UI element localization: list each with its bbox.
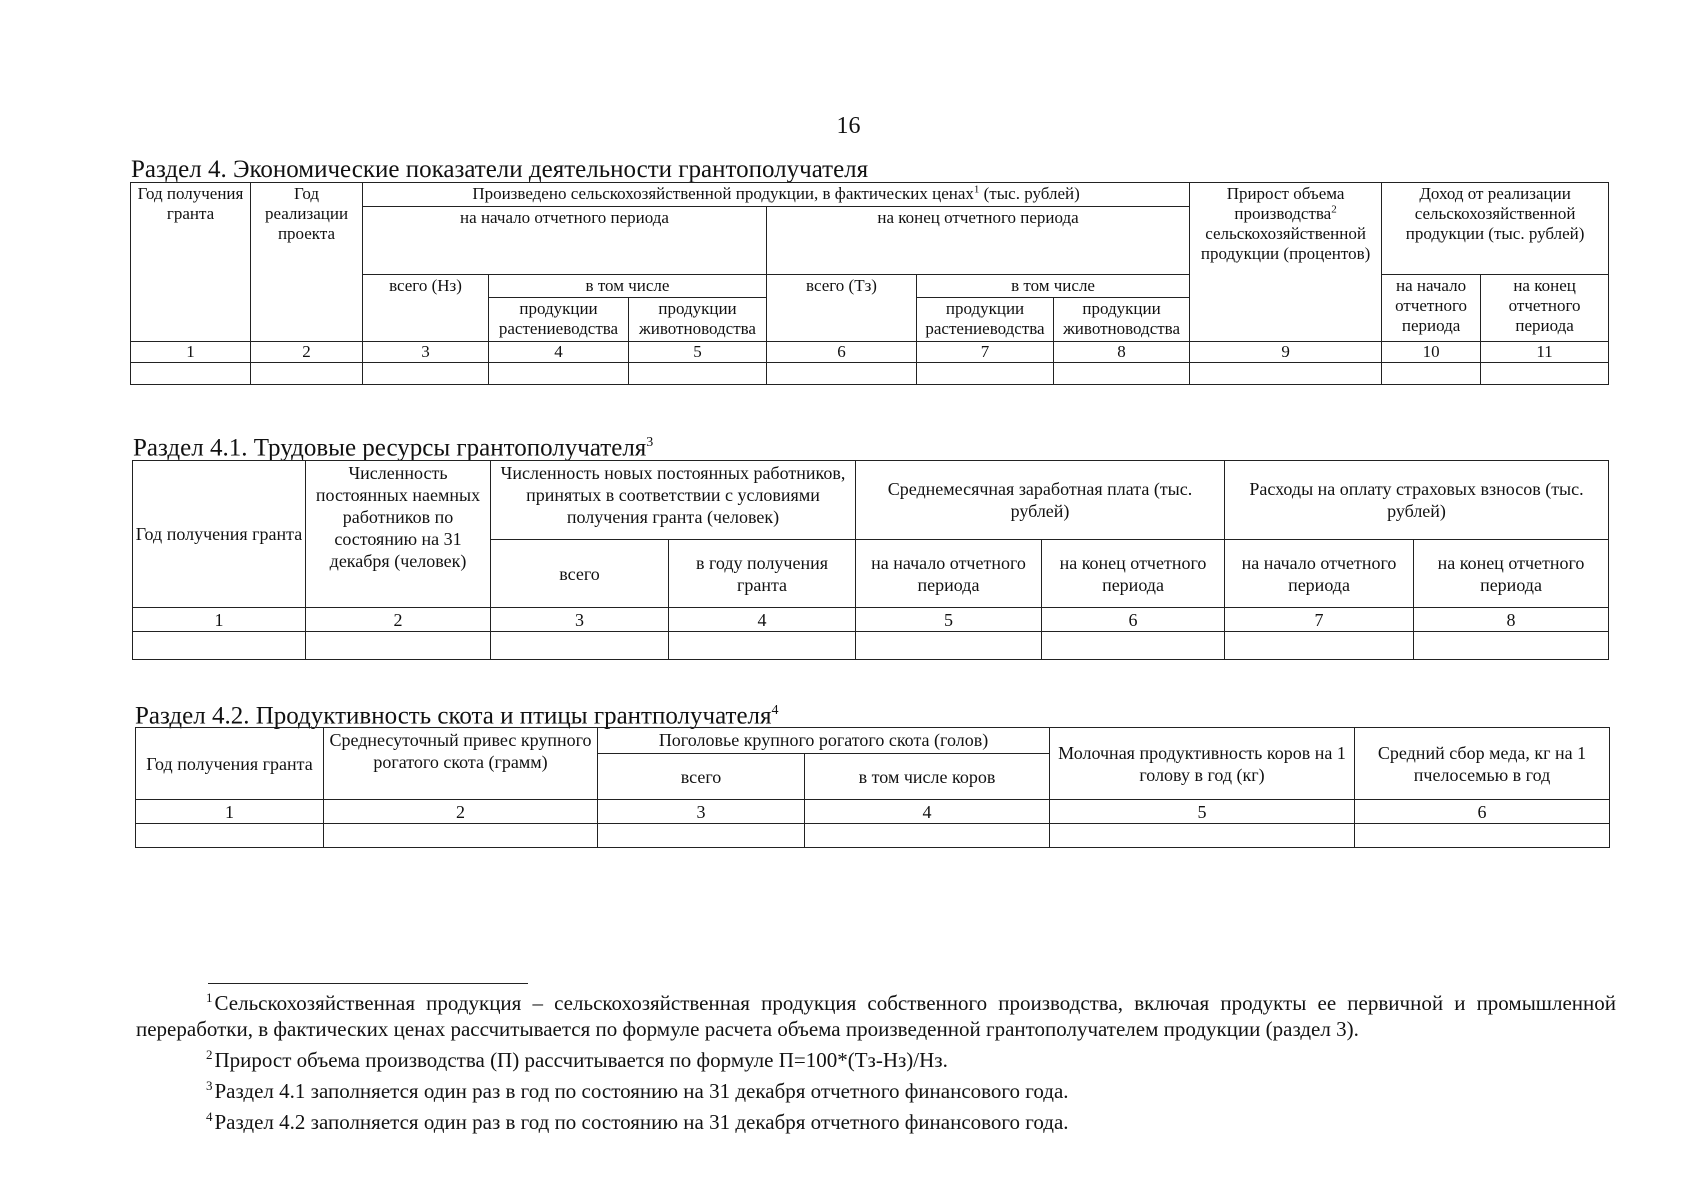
footnotes — [136, 985, 1616, 1135]
header-insurance-end: на конец отчетного периода — [1414, 540, 1609, 608]
column-number: 1 — [133, 608, 306, 632]
data-cell[interactable] — [136, 824, 324, 848]
column-number: 1 — [136, 800, 324, 824]
data-cell[interactable] — [1050, 824, 1355, 848]
header-including-start: в том числе — [489, 275, 767, 298]
column-number: 7 — [917, 342, 1054, 363]
column-number: 5 — [1050, 800, 1355, 824]
data-cell[interactable] — [1481, 363, 1609, 385]
column-number-row — [131, 342, 1609, 363]
footnote-3: $^3$Раздел 4.1 заполняется один раз в год по состоянию на 31 декабря отчетного финансового года. — [206, 1078, 1069, 1103]
header-including-end: в том числе — [917, 275, 1190, 298]
header-staff-count: Численность постоянных наемных работников по состоянию на 31 декабря (человек) — [306, 461, 491, 608]
column-number: 8 — [1054, 342, 1190, 363]
header-growth: Прирост объема производства$^2$ сельскохозяйственной продукции (процентов) — [1190, 183, 1382, 342]
column-number: 4 — [669, 608, 856, 632]
data-row-empty — [136, 824, 1610, 848]
header-total-end: всего (Тз) — [767, 275, 917, 342]
data-cell[interactable] — [1355, 824, 1610, 848]
data-row-empty — [133, 632, 1609, 660]
column-number: 7 — [1225, 608, 1414, 632]
column-number: 3 — [363, 342, 489, 363]
data-cell[interactable] — [363, 363, 489, 385]
column-number: 4 — [805, 800, 1050, 824]
data-cell[interactable] — [598, 824, 805, 848]
header-income-start: на начало отчетного периода — [1382, 275, 1481, 342]
column-number: 3 — [491, 608, 669, 632]
column-number: 8 — [1414, 608, 1609, 632]
section-4-1-title: Раздел 4.1. Трудовые ресурсы грантополучателя$^3$ — [133, 434, 654, 462]
footnote-4: $^4$Раздел 4.2 заполняется один раз в год по состоянию на 31 декабря отчетного финансового года. — [206, 1109, 1069, 1134]
header-crop-end: продукции растениеводства — [917, 298, 1054, 342]
data-cell[interactable] — [489, 363, 629, 385]
column-number: 6 — [1042, 608, 1225, 632]
header-insurance-start: на начало отчетного периода — [1225, 540, 1414, 608]
data-cell[interactable] — [306, 632, 491, 660]
data-cell[interactable] — [131, 363, 251, 385]
column-number: 11 — [1481, 342, 1609, 363]
column-number: 10 — [1382, 342, 1481, 363]
data-cell[interactable] — [1382, 363, 1481, 385]
header-new-total: всего — [491, 540, 669, 608]
data-cell[interactable] — [1225, 632, 1414, 660]
data-cell[interactable] — [491, 632, 669, 660]
data-cell[interactable] — [1054, 363, 1190, 385]
header-daily-gain: Среднесуточный привес крупного рогатого скота (грамм) — [324, 728, 598, 800]
section-4-title: Раздел 4. Экономические показатели деятельности грантополучателя — [131, 156, 869, 183]
footnote-1: $^1$Сельскохозяйственная продукция – сельскохозяйственная продукция собственного производства, включая продукты ее первичной и промышленной переработки, в фактических ценах рассчитывается по формуле расчета объема произведенной грантополучателем продукции (раздел 3). — [136, 990, 1616, 1041]
footnote-2: $^2$Прирост объема производства (П) рассчитывается по формуле П=100*(Тз-Нз)/Нз. — [206, 1047, 948, 1072]
data-cell[interactable] — [856, 632, 1042, 660]
header-new-in-grant-year: в году получения гранта — [669, 540, 856, 608]
column-number-row — [136, 800, 1610, 824]
header-honey-yield: Средний сбор меда, кг на 1 пчелосемью в год — [1355, 728, 1610, 800]
data-cell[interactable] — [669, 632, 856, 660]
section-4-2-table — [135, 727, 1610, 848]
data-cell[interactable] — [324, 824, 598, 848]
column-number: 2 — [324, 800, 598, 824]
section-4-2-title: Раздел 4.2. Продуктивность скота и птицы грантполучателя$^4$ — [135, 702, 779, 730]
data-cell[interactable] — [1414, 632, 1609, 660]
header-new-workers: Численность новых постоянных работников, принятых в соответствии с условиями получения гранта (человек) — [491, 461, 856, 540]
header-salary-end: на конец отчетного периода — [1042, 540, 1225, 608]
column-number: 2 — [251, 342, 363, 363]
column-number: 3 — [598, 800, 805, 824]
data-cell[interactable] — [133, 632, 306, 660]
header-year-grant: Год получения гранта — [136, 728, 324, 800]
data-cell[interactable] — [805, 824, 1050, 848]
header-end-period: на конец отчетного периода — [767, 207, 1190, 275]
header-total-start: всего (Нз) — [363, 275, 489, 342]
column-number: 2 — [306, 608, 491, 632]
data-cell[interactable] — [629, 363, 767, 385]
header-salary-start: на начало отчетного периода — [856, 540, 1042, 608]
column-number-row — [133, 608, 1609, 632]
header-salary: Среднемесячная заработная плата (тыс. рублей) — [856, 461, 1225, 540]
column-number: 6 — [767, 342, 917, 363]
header-milk-yield: Молочная продуктивность коров на 1 голову в год (кг) — [1050, 728, 1355, 800]
header-produced: Произведено сельскохозяйственной продукции, в фактических ценах$^1$ (тыс. рублей) — [363, 183, 1190, 207]
header-animal-start: продукции животноводства — [629, 298, 767, 342]
data-cell[interactable] — [1042, 632, 1225, 660]
header-year-grant: Год получения гранта — [131, 183, 251, 342]
footnote-separator — [208, 983, 528, 984]
data-cell[interactable] — [917, 363, 1054, 385]
column-number: 9 — [1190, 342, 1382, 363]
column-number: 6 — [1355, 800, 1610, 824]
header-herd-total: всего — [598, 754, 805, 800]
column-number: 5 — [856, 608, 1042, 632]
header-start-period: на начало отчетного периода — [363, 207, 767, 275]
header-cattle-herd: Поголовье крупного рогатого скота (голов) — [598, 728, 1050, 754]
header-income-end: на конец отчетного периода — [1481, 275, 1609, 342]
header-crop-start: продукции растениеводства — [489, 298, 629, 342]
page-number: 16 — [836, 113, 861, 139]
header-animal-end: продукции животноводства — [1054, 298, 1190, 342]
column-number: 1 — [131, 342, 251, 363]
data-row-empty — [131, 363, 1609, 385]
header-year-project: Год реализации проекта — [251, 183, 363, 342]
data-cell[interactable] — [1190, 363, 1382, 385]
section-4-1-table — [132, 460, 1609, 660]
header-year-grant: Год получения гранта — [133, 461, 306, 608]
data-cell[interactable] — [251, 363, 363, 385]
header-insurance: Расходы на оплату страховых взносов (тыс. рублей) — [1225, 461, 1609, 540]
data-cell[interactable] — [767, 363, 917, 385]
section-4-table — [130, 182, 1609, 385]
column-number: 5 — [629, 342, 767, 363]
column-number: 4 — [489, 342, 629, 363]
header-income: Доход от реализации сельскохозяйственной продукции (тыс. рублей) — [1382, 183, 1609, 275]
header-herd-cows: в том числе коров — [805, 754, 1050, 800]
